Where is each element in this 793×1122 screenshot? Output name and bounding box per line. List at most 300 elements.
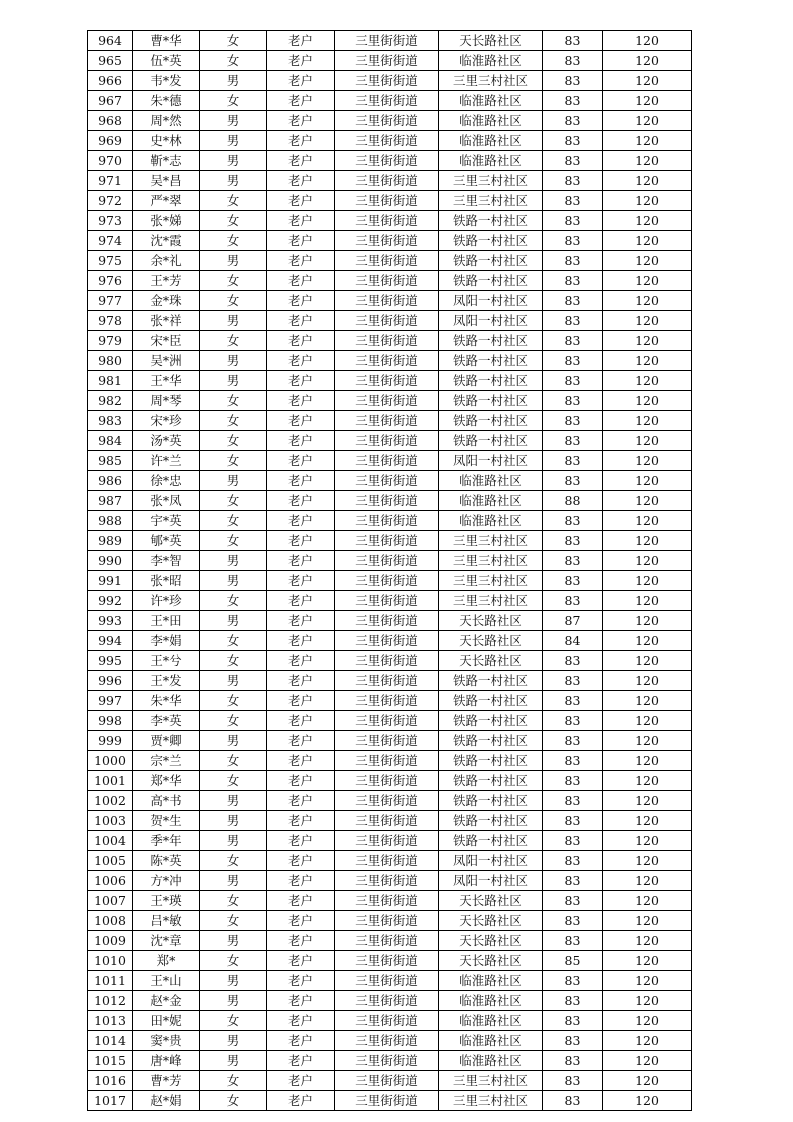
amount-cell: 120 [603,351,692,371]
name-cell: 严*翠 [133,191,200,211]
amount-cell: 120 [603,931,692,951]
amount-cell: 120 [603,1071,692,1091]
name-cell: 李*英 [133,711,200,731]
age-cell: 83 [543,871,603,891]
table-row [88,331,692,351]
table-row [88,271,692,291]
household-type-cell: 老户 [267,291,335,311]
household-type-cell: 老户 [267,271,335,291]
age-cell: 84 [543,631,603,651]
household-type-cell: 老户 [267,151,335,171]
amount-cell: 120 [603,571,692,591]
street-cell: 三里街街道 [335,31,439,51]
street-cell: 三里街街道 [335,571,439,591]
age-cell: 83 [543,131,603,151]
gender-cell: 男 [200,471,267,491]
household-type-cell: 老户 [267,851,335,871]
name-cell: 沈*霞 [133,231,200,251]
serial-number-cell: 1009 [88,931,133,951]
community-cell: 铁路一村社区 [439,351,543,371]
community-cell: 天长路社区 [439,911,543,931]
age-cell: 83 [543,711,603,731]
name-cell: 伍*英 [133,51,200,71]
amount-cell: 120 [603,851,692,871]
age-cell: 83 [543,911,603,931]
age-cell: 83 [543,51,603,71]
amount-cell: 120 [603,791,692,811]
household-type-cell: 老户 [267,731,335,751]
name-cell: 张*娣 [133,211,200,231]
community-cell: 三里三村社区 [439,71,543,91]
age-cell: 83 [543,971,603,991]
age-cell: 83 [543,1091,603,1111]
age-cell: 83 [543,571,603,591]
serial-number-cell: 964 [88,31,133,51]
serial-number-cell: 977 [88,291,133,311]
age-cell: 83 [543,751,603,771]
gender-cell: 女 [200,331,267,351]
gender-cell: 女 [200,531,267,551]
serial-number-cell: 1006 [88,871,133,891]
serial-number-cell: 1012 [88,991,133,1011]
gender-cell: 女 [200,451,267,471]
gender-cell: 女 [200,411,267,431]
gender-cell: 男 [200,671,267,691]
amount-cell: 120 [603,1031,692,1051]
table-row [88,751,692,771]
age-cell: 83 [543,191,603,211]
community-cell: 三里三村社区 [439,591,543,611]
community-cell: 天长路社区 [439,651,543,671]
age-cell: 83 [543,251,603,271]
table-row [88,31,692,51]
name-cell: 陈*英 [133,851,200,871]
street-cell: 三里街街道 [335,271,439,291]
street-cell: 三里街街道 [335,231,439,251]
street-cell: 三里街街道 [335,91,439,111]
community-cell: 临淮路社区 [439,491,543,511]
community-cell: 凤阳一村社区 [439,851,543,871]
serial-number-cell: 986 [88,471,133,491]
street-cell: 三里街街道 [335,191,439,211]
community-cell: 铁路一村社区 [439,431,543,451]
community-cell: 凤阳一村社区 [439,451,543,471]
household-type-cell: 老户 [267,1031,335,1051]
community-cell: 凤阳一村社区 [439,291,543,311]
table-row [88,71,692,91]
age-cell: 83 [543,1031,603,1051]
table-row [88,1011,692,1031]
community-cell: 临淮路社区 [439,131,543,151]
serial-number-cell: 1004 [88,831,133,851]
gender-cell: 女 [200,491,267,511]
serial-number-cell: 987 [88,491,133,511]
age-cell: 83 [543,151,603,171]
serial-number-cell: 969 [88,131,133,151]
serial-number-cell: 983 [88,411,133,431]
name-cell: 吴*洲 [133,351,200,371]
community-cell: 临淮路社区 [439,1051,543,1071]
amount-cell: 120 [603,631,692,651]
name-cell: 沈*章 [133,931,200,951]
community-cell: 凤阳一村社区 [439,311,543,331]
street-cell: 三里街街道 [335,711,439,731]
table-row [88,131,692,151]
name-cell: 唐*峰 [133,1051,200,1071]
street-cell: 三里街街道 [335,1071,439,1091]
age-cell: 83 [543,411,603,431]
roster-body [88,31,692,1111]
household-type-cell: 老户 [267,531,335,551]
household-type-cell: 老户 [267,411,335,431]
name-cell: 高*书 [133,791,200,811]
amount-cell: 120 [603,131,692,151]
age-cell: 83 [543,1011,603,1031]
household-type-cell: 老户 [267,951,335,971]
amount-cell: 120 [603,591,692,611]
street-cell: 三里街街道 [335,991,439,1011]
community-cell: 临淮路社区 [439,991,543,1011]
gender-cell: 女 [200,651,267,671]
community-cell: 铁路一村社区 [439,751,543,771]
amount-cell: 120 [603,1091,692,1111]
amount-cell: 120 [603,511,692,531]
community-cell: 铁路一村社区 [439,831,543,851]
name-cell: 王*山 [133,971,200,991]
name-cell: 郑* [133,951,200,971]
community-cell: 临淮路社区 [439,971,543,991]
serial-number-cell: 968 [88,111,133,131]
amount-cell: 120 [603,451,692,471]
community-cell: 三里三村社区 [439,191,543,211]
street-cell: 三里街街道 [335,691,439,711]
community-cell: 三里三村社区 [439,531,543,551]
gender-cell: 女 [200,231,267,251]
street-cell: 三里街街道 [335,151,439,171]
community-cell: 三里三村社区 [439,571,543,591]
amount-cell: 120 [603,671,692,691]
table-row [88,151,692,171]
street-cell: 三里街街道 [335,771,439,791]
table-row [88,91,692,111]
amount-cell: 120 [603,411,692,431]
table-row [88,1051,692,1071]
name-cell: 朱*德 [133,91,200,111]
street-cell: 三里街街道 [335,931,439,951]
amount-cell: 120 [603,371,692,391]
street-cell: 三里街街道 [335,351,439,371]
community-cell: 临淮路社区 [439,1011,543,1031]
gender-cell: 女 [200,851,267,871]
gender-cell: 男 [200,991,267,1011]
household-type-cell: 老户 [267,771,335,791]
household-type-cell: 老户 [267,491,335,511]
gender-cell: 男 [200,611,267,631]
amount-cell: 120 [603,951,692,971]
gender-cell: 女 [200,951,267,971]
street-cell: 三里街街道 [335,251,439,271]
street-cell: 三里街街道 [335,291,439,311]
household-type-cell: 老户 [267,871,335,891]
serial-number-cell: 993 [88,611,133,631]
street-cell: 三里街街道 [335,611,439,631]
age-cell: 83 [543,671,603,691]
street-cell: 三里街街道 [335,891,439,911]
amount-cell: 120 [603,531,692,551]
household-type-cell: 老户 [267,631,335,651]
table-row [88,191,692,211]
age-cell: 83 [543,851,603,871]
amount-cell: 120 [603,211,692,231]
age-cell: 83 [543,1051,603,1071]
community-cell: 铁路一村社区 [439,811,543,831]
street-cell: 三里街街道 [335,591,439,611]
gender-cell: 女 [200,911,267,931]
name-cell: 张*昭 [133,571,200,591]
community-cell: 天长路社区 [439,631,543,651]
household-type-cell: 老户 [267,671,335,691]
street-cell: 三里街街道 [335,911,439,931]
street-cell: 三里街街道 [335,511,439,531]
household-type-cell: 老户 [267,931,335,951]
amount-cell: 120 [603,231,692,251]
gender-cell: 女 [200,191,267,211]
serial-number-cell: 991 [88,571,133,591]
age-cell: 83 [543,371,603,391]
household-type-cell: 老户 [267,911,335,931]
table-row [88,911,692,931]
community-cell: 铁路一村社区 [439,731,543,751]
age-cell: 83 [543,271,603,291]
amount-cell: 120 [603,711,692,731]
table-row [88,51,692,71]
amount-cell: 120 [603,731,692,751]
name-cell: 李*娟 [133,631,200,651]
name-cell: 许*珍 [133,591,200,611]
table-row [88,811,692,831]
name-cell: 朱*华 [133,691,200,711]
name-cell: 王*田 [133,611,200,631]
roster-table [87,30,692,1111]
amount-cell: 120 [603,331,692,351]
household-type-cell: 老户 [267,511,335,531]
community-cell: 铁路一村社区 [439,411,543,431]
gender-cell: 女 [200,291,267,311]
gender-cell: 女 [200,1091,267,1111]
community-cell: 铁路一村社区 [439,391,543,411]
community-cell: 铁路一村社区 [439,371,543,391]
street-cell: 三里街街道 [335,951,439,971]
community-cell: 临淮路社区 [439,111,543,131]
table-row [88,391,692,411]
serial-number-cell: 996 [88,671,133,691]
table-row [88,771,692,791]
table-row [88,691,692,711]
table-row [88,711,692,731]
age-cell: 83 [543,431,603,451]
age-cell: 88 [543,491,603,511]
serial-number-cell: 1000 [88,751,133,771]
name-cell: 宋*珍 [133,411,200,431]
street-cell: 三里街街道 [335,451,439,471]
gender-cell: 女 [200,751,267,771]
amount-cell: 120 [603,811,692,831]
household-type-cell: 老户 [267,551,335,571]
name-cell: 王*兮 [133,651,200,671]
street-cell: 三里街街道 [335,1011,439,1031]
gender-cell: 男 [200,731,267,751]
name-cell: 许*兰 [133,451,200,471]
serial-number-cell: 1003 [88,811,133,831]
age-cell: 83 [543,211,603,231]
gender-cell: 女 [200,391,267,411]
serial-number-cell: 970 [88,151,133,171]
amount-cell: 120 [603,151,692,171]
household-type-cell: 老户 [267,391,335,411]
serial-number-cell: 994 [88,631,133,651]
name-cell: 韦*发 [133,71,200,91]
community-cell: 天长路社区 [439,31,543,51]
table-row [88,1031,692,1051]
gender-cell: 女 [200,1011,267,1031]
street-cell: 三里街街道 [335,971,439,991]
street-cell: 三里街街道 [335,51,439,71]
gender-cell: 女 [200,91,267,111]
street-cell: 三里街街道 [335,731,439,751]
gender-cell: 男 [200,971,267,991]
age-cell: 83 [543,651,603,671]
community-cell: 铁路一村社区 [439,771,543,791]
street-cell: 三里街街道 [335,131,439,151]
table-row [88,351,692,371]
name-cell: 徐*忠 [133,471,200,491]
amount-cell: 120 [603,651,692,671]
amount-cell: 120 [603,991,692,1011]
gender-cell: 男 [200,811,267,831]
gender-cell: 男 [200,171,267,191]
household-type-cell: 老户 [267,351,335,371]
age-cell: 83 [543,831,603,851]
gender-cell: 男 [200,251,267,271]
serial-number-cell: 1002 [88,791,133,811]
serial-number-cell: 1010 [88,951,133,971]
amount-cell: 120 [603,1051,692,1071]
age-cell: 83 [543,331,603,351]
name-cell: 郑*华 [133,771,200,791]
gender-cell: 男 [200,1051,267,1071]
serial-number-cell: 965 [88,51,133,71]
gender-cell: 女 [200,711,267,731]
household-type-cell: 老户 [267,891,335,911]
amount-cell: 120 [603,191,692,211]
serial-number-cell: 1005 [88,851,133,871]
serial-number-cell: 979 [88,331,133,351]
gender-cell: 女 [200,891,267,911]
household-type-cell: 老户 [267,371,335,391]
name-cell: 吕*敏 [133,911,200,931]
name-cell: 张*凤 [133,491,200,511]
table-row [88,671,692,691]
community-cell: 铁路一村社区 [439,791,543,811]
household-type-cell: 老户 [267,191,335,211]
table-row [88,791,692,811]
age-cell: 83 [543,731,603,751]
name-cell: 吴*昌 [133,171,200,191]
household-type-cell: 老户 [267,131,335,151]
gender-cell: 女 [200,271,267,291]
table-row [88,171,692,191]
serial-number-cell: 1014 [88,1031,133,1051]
table-row [88,831,692,851]
gender-cell: 女 [200,431,267,451]
amount-cell: 120 [603,491,692,511]
community-cell: 铁路一村社区 [439,231,543,251]
age-cell: 83 [543,931,603,951]
amount-cell: 120 [603,471,692,491]
street-cell: 三里街街道 [335,311,439,331]
household-type-cell: 老户 [267,311,335,331]
table-row [88,111,692,131]
street-cell: 三里街街道 [335,331,439,351]
name-cell: 王*芳 [133,271,200,291]
serial-number-cell: 997 [88,691,133,711]
household-type-cell: 老户 [267,1011,335,1031]
household-type-cell: 老户 [267,111,335,131]
community-cell: 天长路社区 [439,611,543,631]
table-row [88,651,692,671]
gender-cell: 男 [200,131,267,151]
amount-cell: 120 [603,291,692,311]
table-row [88,451,692,471]
street-cell: 三里街街道 [335,871,439,891]
amount-cell: 120 [603,751,692,771]
gender-cell: 女 [200,511,267,531]
name-cell: 史*林 [133,131,200,151]
serial-number-cell: 1001 [88,771,133,791]
household-type-cell: 老户 [267,831,335,851]
street-cell: 三里街街道 [335,631,439,651]
community-cell: 三里三村社区 [439,1091,543,1111]
table-row [88,1091,692,1111]
table-row [88,631,692,651]
table-row [88,971,692,991]
amount-cell: 120 [603,611,692,631]
gender-cell: 男 [200,351,267,371]
name-cell: 张*祥 [133,311,200,331]
street-cell: 三里街街道 [335,851,439,871]
household-type-cell: 老户 [267,31,335,51]
name-cell: 周*然 [133,111,200,131]
table-row [88,491,692,511]
gender-cell: 女 [200,51,267,71]
table-row [88,291,692,311]
serial-number-cell: 998 [88,711,133,731]
street-cell: 三里街街道 [335,671,439,691]
amount-cell: 120 [603,891,692,911]
community-cell: 铁路一村社区 [439,331,543,351]
age-cell: 83 [543,811,603,831]
amount-cell: 120 [603,771,692,791]
table-row [88,251,692,271]
amount-cell: 120 [603,31,692,51]
street-cell: 三里街街道 [335,791,439,811]
household-type-cell: 老户 [267,571,335,591]
table-row [88,231,692,251]
street-cell: 三里街街道 [335,491,439,511]
household-type-cell: 老户 [267,991,335,1011]
street-cell: 三里街街道 [335,751,439,771]
name-cell: 王*发 [133,671,200,691]
